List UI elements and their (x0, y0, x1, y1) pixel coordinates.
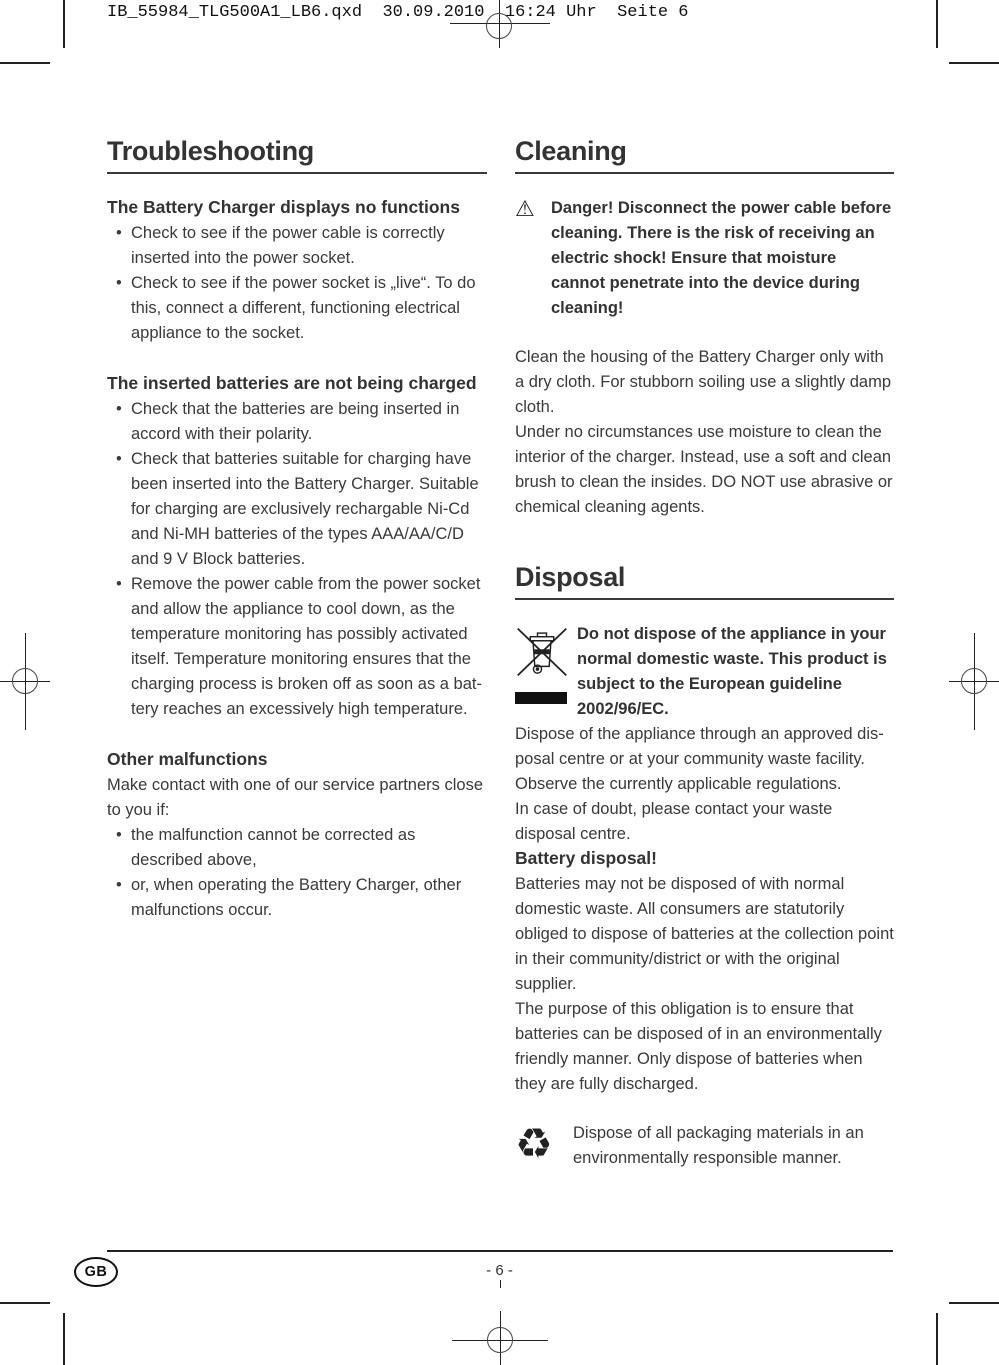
danger-warning-block (515, 196, 894, 321)
cleaning-paragraph: Clean the housing of the Battery Charger only with a dry cloth. For stubborn soiling use a slightly damp cloth. (515, 348, 892, 416)
warning-triangle-icon: ⚠ (515, 196, 535, 221)
battery-disposal-paragraph: The purpose of this obligation is to ensure that batteries can be disposed of in an environmentally friendly manner. Only dispose of batteries when they are fully discharged. (515, 1000, 882, 1093)
other-malfunctions-intro: Make contact with one of our service partners close to you if: (107, 776, 484, 819)
crop-mark-bottom-left-vertical (63, 1313, 65, 1365)
crop-mark-bottom-right-horizontal (949, 1302, 999, 1304)
country-badge: GB (74, 1257, 118, 1287)
registration-mark-bottom-center-tick (500, 1280, 501, 1288)
bullet-item: • Check to see if the power socket is „live“. To do this, connect a different, functioning electrical appliance to the socket. (107, 271, 487, 346)
bullet-item: • the malfunction cannot be corrected as described above, (107, 823, 487, 873)
crop-mark-bottom-right-vertical (936, 1313, 938, 1365)
bullet-item: • Remove the power cable from the power socket and allow the appliance to cool down, as the temperature monitoring has possibly activated itself. Temperature monitoring ensures that the charging process is broken off as soon as a bat-tery reaches an excessively high temperature. (107, 572, 487, 722)
section-not-charging (107, 372, 487, 722)
page-number: - 6 - (486, 1262, 513, 1279)
not-charging-heading: The inserted batteries are not being charged (107, 373, 477, 393)
registration-circle-right-middle (961, 668, 987, 694)
not-charging-bullets (107, 397, 487, 722)
weee-icon-column (515, 622, 577, 722)
bullet-item: • Check that batteries suitable for charging have been inserted into the Battery Charger. Suitable for charging are exclusively rechargable Ni-Cd and Ni-MH batteries of the types AAA/AA/C/D and 9 V Block batteries. (107, 447, 487, 572)
registration-circle-left-middle (12, 668, 38, 694)
disposal-paragraph: Dispose of the appliance through an approved dis-posal centre or at your community waste facility. (515, 725, 884, 768)
cleaning-title: Cleaning (515, 136, 894, 174)
no-functions-heading: The Battery Charger displays no functions (107, 197, 460, 217)
crossed-out-wheelie-bin-icon (515, 624, 569, 680)
bullet-item: • Check to see if the power cable is correctly inserted into the power socket. (107, 221, 487, 271)
crop-mark-top-left-horizontal (0, 62, 50, 64)
no-functions-bullets (107, 221, 487, 346)
crop-mark-top-right-vertical (936, 0, 938, 48)
print-job-header: IB_55984_TLG500A1_LB6.qxd 30.09.2010 16:24 Uhr Seite 6 (107, 3, 689, 22)
battery-disposal-paragraph: Batteries may not be disposed of with normal domestic waste. All consumers are statutorily obliged to dispose of batteries at the collection point in their community/district or with the original supplier. (515, 875, 894, 993)
disposal-title: Disposal (515, 562, 894, 600)
crop-mark-top-left-vertical (63, 0, 65, 48)
packaging-note-text: Dispose of all packaging materials in an environmentally responsible manner. (573, 1124, 864, 1167)
footer-rule (107, 1250, 893, 1252)
recycle-icon: ♻ (515, 1120, 553, 1167)
disposal-paragraph: In case of doubt, please contact your waste disposal centre. (515, 800, 833, 843)
right-column (515, 136, 894, 1171)
crop-mark-bottom-left-horizontal (0, 1302, 50, 1304)
weee-black-bar (515, 692, 567, 704)
other-malfunctions-bullets (107, 823, 487, 923)
battery-disposal-heading: Battery disposal! (515, 848, 657, 868)
section-other-malfunctions (107, 748, 487, 923)
troubleshooting-title: Troubleshooting (107, 136, 487, 174)
crop-mark-top-right-horizontal (949, 62, 999, 64)
cleaning-paragraph: Under no circumstances use moisture to clean the interior of the charger. Instead, use a soft and clean brush to clean the insides. DO NOT use abrasive or chemical cleaning agents. (515, 423, 893, 516)
weee-note-text: Do not dispose of the appliance in your normal domestic waste. This product is subject to the European guideline 2002/96/EC. (577, 625, 887, 718)
section-no-functions (107, 196, 487, 346)
bullet-item: • or, when operating the Battery Charger, other malfunctions occur. (107, 873, 487, 923)
other-malfunctions-heading: Other malfunctions (107, 749, 268, 769)
danger-warning-text: Danger! Disconnect the power cable before cleaning. There is the risk of receiving an electric shock! Ensure that moisture cannot penetrate into the device during cleaning! (551, 199, 892, 317)
registration-circle-bottom-center (487, 1327, 513, 1353)
disposal-paragraph: Observe the currently applicable regulations. (515, 775, 842, 793)
left-column (107, 136, 487, 923)
weee-note-block (515, 622, 894, 722)
packaging-note-block (515, 1121, 894, 1171)
bullet-item: • Check that the batteries are being inserted in accord with their polarity. (107, 397, 487, 447)
